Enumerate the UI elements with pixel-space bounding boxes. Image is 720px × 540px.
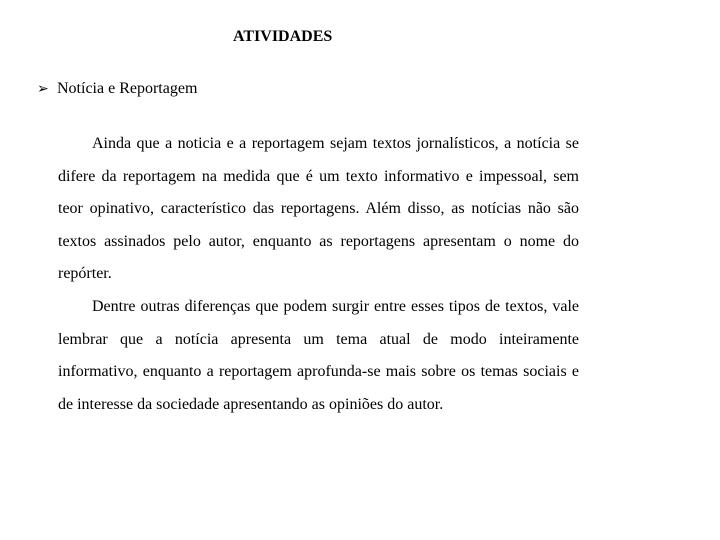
body-text [58,128,579,421]
arrow-bullet-icon: ➢ [37,82,49,97]
section-heading-text: Notícia e Reportagem [57,80,198,97]
page-title: ATIVIDADES [233,28,333,45]
paragraph-1: Ainda que a noticia e a reportagem sejam textos jornalísticos, a notícia se difere da reportagem na medida que é um texto informativo e impessoal, sem teor opinativo, característico das reportagens. Além disso, as notícias não são textos assinados pelo autor, enquanto as reportagens apresentam o nome do repórter. [58,135,579,283]
paragraph-2: Dentre outras diferenças que podem surgir entre esses tipos de textos, vale lembrar que a notícia apresenta um tema atual de modo inteiramente informativo, enquanto a reportagem aprofunda-se mais sobre os temas sociais e de interesse da sociedade apresentando as opiniões do autor. [58,297,579,413]
section-heading [37,79,197,100]
